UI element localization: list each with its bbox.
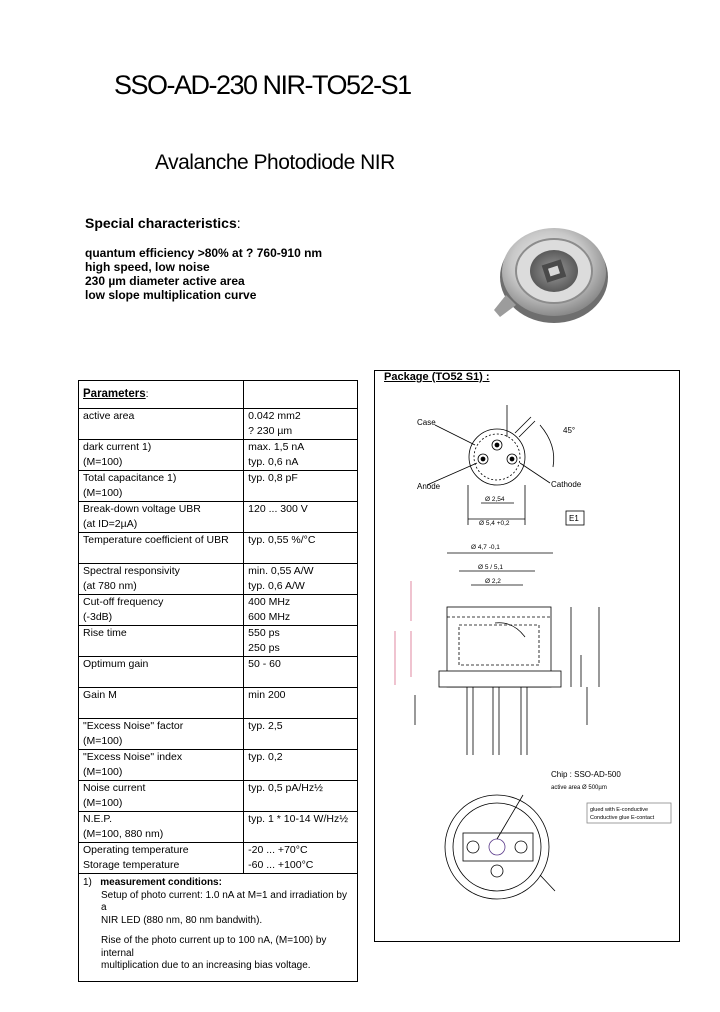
value-line: max. 1,5 nA xyxy=(248,441,305,453)
value-cell xyxy=(244,626,358,657)
parameters-table xyxy=(78,380,358,982)
value-line: -60 ... +100°C xyxy=(248,858,314,871)
angle-label: 45° xyxy=(563,426,576,435)
parameter-line: N.E.P. xyxy=(83,813,112,825)
parameter-line: Rise time xyxy=(83,627,127,639)
value-line: typ. 0,2 xyxy=(248,751,283,763)
package-bottom-view xyxy=(445,770,671,899)
parameter-line: active area xyxy=(83,410,135,422)
value-cell xyxy=(244,502,358,533)
value-line: typ. 0,55 %/°C xyxy=(248,534,316,546)
parameters-header: Parameters xyxy=(83,388,146,401)
value-line: -20 ... +70°C xyxy=(248,844,308,856)
value-line: 0.042 mm2 xyxy=(248,410,301,422)
value-line: min. 0,55 A/W xyxy=(248,565,314,577)
parameter-line: (M=100) xyxy=(83,486,123,499)
value-cell xyxy=(244,719,358,750)
parameter-line: Temperature coefficient of UBR xyxy=(83,534,229,546)
table-note-row xyxy=(79,874,358,982)
parameter-cell xyxy=(79,409,244,440)
parameter-cell xyxy=(79,688,244,719)
value-line: 400 MHz xyxy=(248,596,291,608)
e1-label: E1 xyxy=(569,514,579,523)
parameters-body xyxy=(79,409,358,874)
parameter-line: Break-down voltage UBR xyxy=(83,503,201,515)
table-header-cell xyxy=(79,381,244,409)
page-title: SSO-AD-230 NIR-TO52-S1 xyxy=(114,70,411,100)
parameter-line: Noise current xyxy=(83,782,146,794)
table-header-row xyxy=(79,381,358,409)
value-cell xyxy=(244,533,358,564)
special-item: quantum efficiency >80% at ? 760-910 nm xyxy=(85,246,323,260)
parameter-line: (at 780 nm) xyxy=(83,579,137,592)
table-header-empty xyxy=(244,381,358,409)
parameter-cell xyxy=(79,564,244,595)
anode-label: Anode xyxy=(417,482,441,491)
parameter-cell xyxy=(79,626,244,657)
table-row xyxy=(79,843,358,874)
table-row xyxy=(79,657,358,688)
window-diameter: Ø 2,2 xyxy=(485,578,501,585)
chip-label: Chip : SSO-AD-500 xyxy=(551,770,621,779)
special-item: low slope multiplication curve xyxy=(85,288,257,302)
special-characteristics-list xyxy=(85,246,322,302)
value-cell xyxy=(244,564,358,595)
value-line: 120 ... 300 V xyxy=(248,503,308,515)
package-side-view xyxy=(395,544,599,755)
product-photo xyxy=(488,215,616,333)
active-area-label: active area Ø 500µm xyxy=(551,785,607,791)
table-row xyxy=(79,626,358,657)
table-row xyxy=(79,750,358,781)
value-line: 550 ps xyxy=(248,627,280,639)
value-line: typ. 0,6 nA xyxy=(248,455,299,468)
page-subtitle: Avalanche Photodiode NIR xyxy=(155,151,395,174)
parameter-line: Cut-off frequency xyxy=(83,596,164,608)
note-cell xyxy=(79,874,358,982)
value-cell xyxy=(244,750,358,781)
parameter-line: (M=100) xyxy=(83,796,123,809)
parameter-line: "Excess Noise" index xyxy=(83,751,183,763)
parameter-cell xyxy=(79,719,244,750)
value-line: 50 - 60 xyxy=(248,658,281,670)
note-line: Setup of photo current: 1.0 nA at M=1 and irradiation by a xyxy=(101,889,347,913)
value-cell xyxy=(244,843,358,874)
parameter-line: Optimum gain xyxy=(83,658,149,670)
parameter-cell xyxy=(79,595,244,626)
special-heading-text: Special characteristics xyxy=(85,215,237,231)
parameter-line: Gain M xyxy=(83,689,117,701)
parameter-cell xyxy=(79,843,244,874)
case-label: Case xyxy=(417,418,436,427)
body-diameter: Ø 5 / 5,1 xyxy=(478,564,503,571)
table-row xyxy=(79,440,358,471)
table-row xyxy=(79,595,358,626)
parameter-line: (M=100, 880 nm) xyxy=(83,827,164,840)
special-item: high speed, low noise xyxy=(85,260,210,274)
note-number: 1) xyxy=(83,877,92,888)
parameters-header-colon: : xyxy=(145,388,149,401)
value-line: typ. 1 * 10-14 W/Hz½ xyxy=(248,813,348,825)
parameter-line: Operating temperature xyxy=(83,844,189,856)
parameter-line: "Excess Noise" factor xyxy=(83,720,184,732)
value-line: typ. 0,5 pA/Hz½ xyxy=(248,782,323,794)
parameter-line: (-3dB) xyxy=(83,610,113,623)
special-characteristics-heading xyxy=(85,215,241,231)
table-row xyxy=(79,471,358,502)
parameter-cell xyxy=(79,502,244,533)
package-drawing xyxy=(375,385,675,935)
parameter-line: dark current 1) xyxy=(83,441,152,453)
note-line: multiplication due to an increasing bias voltage. xyxy=(101,960,311,971)
table-row xyxy=(79,564,358,595)
value-cell xyxy=(244,409,358,440)
value-cell xyxy=(244,440,358,471)
table-row xyxy=(79,781,358,812)
value-line: typ. 0,8 pF xyxy=(248,472,298,484)
circle-dim: Ø 5,4 +0,2 xyxy=(479,520,510,527)
parameter-cell xyxy=(79,781,244,812)
parameter-line: Total capacitance 1) xyxy=(83,472,177,484)
table-row xyxy=(79,409,358,440)
special-item: 230 µm diameter active area xyxy=(85,274,245,288)
parameter-line: (M=100) xyxy=(83,455,123,468)
table-row xyxy=(79,533,358,564)
pin-circle-dim: Ø 2,54 xyxy=(485,496,505,503)
parameter-cell xyxy=(79,812,244,843)
cathode-label: Cathode xyxy=(551,480,582,489)
value-line: min 200 xyxy=(248,689,286,701)
cap-diameter: Ø 4,7 -0,1 xyxy=(471,544,500,551)
value-line: typ. 0,6 A/W xyxy=(248,579,305,592)
parameter-cell xyxy=(79,657,244,688)
value-line: 250 ps xyxy=(248,641,280,654)
parameter-cell xyxy=(79,750,244,781)
glue-label: glued with E-conductive xyxy=(590,807,649,813)
value-cell xyxy=(244,688,358,719)
value-cell xyxy=(244,812,358,843)
epoxy-label: Conductive glue E-contact xyxy=(590,815,655,821)
value-cell xyxy=(244,781,358,812)
table-row xyxy=(79,719,358,750)
note-line: Rise of the photo current up to 100 nA, (M=100) by internal xyxy=(101,935,327,959)
parameter-line: Spectral responsivity xyxy=(83,565,180,577)
value-cell xyxy=(244,595,358,626)
note-line xyxy=(83,927,353,935)
special-heading-colon: : xyxy=(236,215,241,231)
value-line: 600 MHz xyxy=(248,610,291,623)
note-heading: measurement conditions: xyxy=(100,877,222,888)
parameter-line: (M=100) xyxy=(83,734,123,747)
value-cell xyxy=(244,471,358,502)
value-line: ? 230 µm xyxy=(248,424,293,437)
parameter-cell xyxy=(79,471,244,502)
parameter-line: (M=100) xyxy=(83,765,123,778)
package-top-view xyxy=(417,405,584,527)
table-row xyxy=(79,502,358,533)
parameter-cell xyxy=(79,533,244,564)
parameter-cell xyxy=(79,440,244,471)
parameter-line: (at ID=2µA) xyxy=(83,517,138,530)
note-line: NIR LED (880 nm, 80 nm bandwith). xyxy=(101,914,263,926)
table-row xyxy=(79,688,358,719)
package-label: Package (TO52 S1) : xyxy=(384,371,490,383)
table-row xyxy=(79,812,358,843)
parameter-line: Storage temperature xyxy=(83,858,180,871)
value-cell xyxy=(244,657,358,688)
value-line: typ. 2,5 xyxy=(248,720,283,732)
